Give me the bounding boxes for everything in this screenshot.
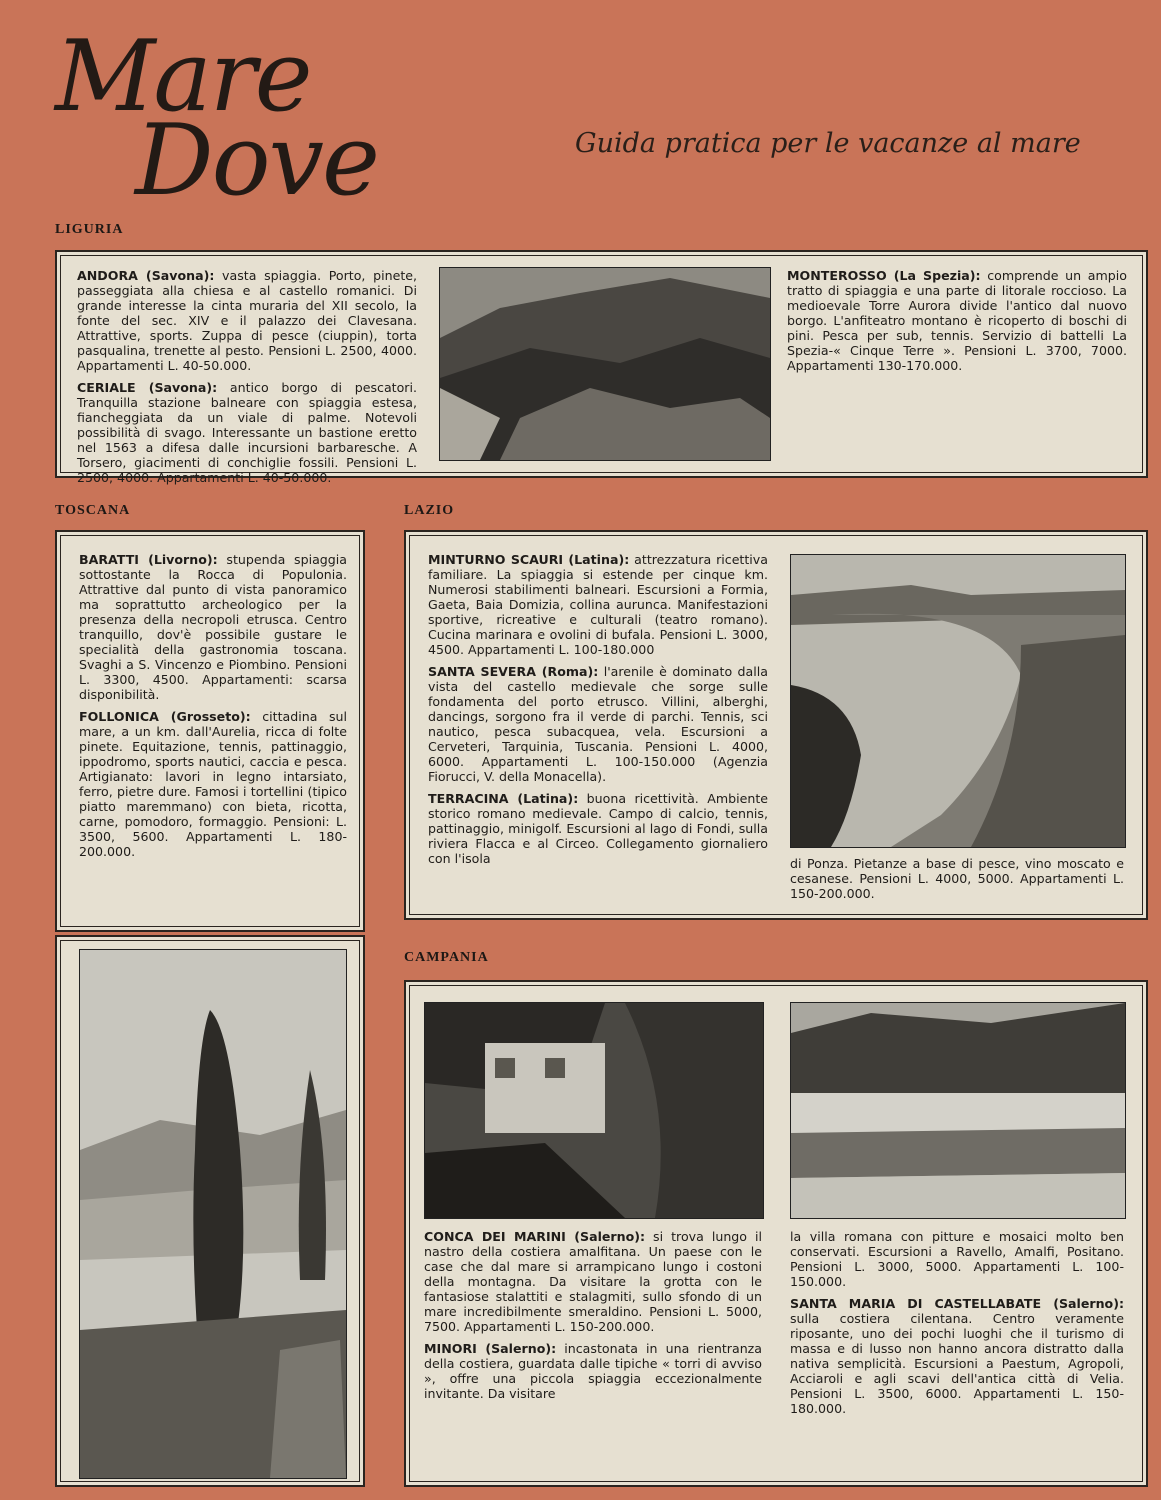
castellabate-name: SANTA MARIA DI CASTELLABATE (Salerno): <box>790 1296 1124 1311</box>
campania-photo-left <box>424 1002 764 1219</box>
andora-text: vasta spiaggia. Porto, pinete, passeggiata alla chiesa e al castello romanici. Di grande interesse la cinta muraria del XII secolo, la fonte del sec. XIV e il palazzo dei Clavesana. Attrattive, sports. Zuppa di pesce (ciuppin), torta pasqualina, trenette al pesto. Pensioni L. 2500, 4000. Appartamenti L. 40-50.000. <box>77 268 418 373</box>
follonica-name: FOLLONICA (Grosseto): <box>79 709 251 724</box>
terracina-name: TERRACINA (Latina): <box>428 791 579 806</box>
toscana-photo <box>79 949 347 1479</box>
severa-text: l'arenile è dominato dalla vista del castello medievale che sorge sulle fondamenta del porto etrusco. Villini, alberghi, dancings, sorgono fra il verde di parchi. Tennis, sci nautico, pesca subacquea, vela. Escursioni a Cerveteri, Tarquinia, Tuscania. Pensioni L. 4000, 6000. Appartamenti L. 100-150.000 (Agenzia Fiorucci, V. della Monacella). <box>428 664 768 784</box>
conca-text: si trova lungo il nastro della costiera amalfitana. Un paese con le case che dal mare si arrampicano lungo i costoni della montagna. Da visitare la grotta con le fantasiose stalattiti e stalagmiti, sullo sfondo di un mare incredibilmente smeraldino. Pensioni L. 5000, 7500. Appartamenti L. 150-200.000. <box>424 1229 762 1334</box>
minori-name: MINORI (Salerno): <box>424 1341 557 1356</box>
lazio-text-right <box>790 856 1124 908</box>
campania-text-left <box>424 1229 762 1408</box>
campania-box <box>404 980 1148 1487</box>
follonica-text: cittadina sul mare, a un km. dall'Aurelia, ricca di folte pinete. Equitazione, tennis, pattinaggio, ippodromo, sports nautici, caccia e pesca. Artigianato: lavori in legno intarsiato, ferro, pietre dure. Famosi i tortellini (tipico piatto maremmano) con bieta, ricotta, carne, pomodoro, formaggio. Pensioni: L. 3500, 5600. Appartamenti L. 180-200.000. <box>79 709 348 859</box>
region-campania: CAMPANIA <box>404 950 489 965</box>
ceriale-name: CERIALE (Savona): <box>77 380 218 395</box>
toscana-text <box>79 552 347 866</box>
terracina-text: buona ricettività. Ambiente storico romano medievale. Campo di calcio, tennis, pattinaggio, minigolf. Escursioni al lago di Fondi, sulla riviera Flacca e al Circeo. Collegamento giornaliero con l'isola <box>428 791 769 866</box>
baratti-text: stupenda spiaggia sottostante la Rocca di Populonia. Attrattive dal punto di vista panoramico ma soprattutto archeologico per la presenza della necropoli etrusca. Centro tranquillo, dov'è possibile gustare le specialità della gastronomia toscana. Svaghi a S. Vincenzo e Piombino. Pensioni L. 3300, 4500. Appartamenti: scarsa disponibilità. <box>79 552 347 702</box>
campania-photo-right <box>790 1002 1126 1219</box>
logo-dove: Dove <box>135 104 378 218</box>
andora-name: ANDORA (Savona): <box>77 268 215 283</box>
minturno-name: MINTURNO SCAURI (Latina): <box>428 552 630 567</box>
liguria-text-right <box>787 268 1127 380</box>
terracina-cont: di Ponza. Pietanze a base di pesce, vino moscato e cesanese. Pensioni L. 4000, 5000. Appartamenti L. 150-200.000. <box>790 856 1124 901</box>
conca-name: CONCA DEI MARINI (Salerno): <box>424 1229 646 1244</box>
minori-text: incastonata in una rientranza della costiera, guardata dalle tipiche « torri di avviso », offre una piccola spiaggia eccezionalmente invitante. Da visitare <box>424 1341 762 1401</box>
minturno-text: attrezzatura ricettiva familiare. La spiaggia si estende per cinque km. Numerosi stabilimenti balneari. Escursioni a Formia, Gaeta, Baia Domizia, collina aurunca. Manifestazioni sportive, ricreative e culturali (teatro romano). Cucina marinara e ovolini di bufala. Pensioni L. 3000, 4500. Appartamenti L. 100-180.000 <box>428 552 768 657</box>
monterosso-text: comprende un ampio tratto di spiaggia e una parte di litorale roccioso. La medioevale Torre Aurora divide l'antico dal nuovo borgo. L'anfiteatro montano è ricoperto di boschi di pini. Pesca per sub, tennis. Servizio di battelli La Spezia-« Cinque Terre ». Pensioni L. 3700, 7000. Appartamenti 130-170.000. <box>787 268 1127 373</box>
lazio-text-left <box>428 552 768 873</box>
toscana-photo-box <box>55 935 365 1487</box>
lazio-photo <box>790 554 1126 848</box>
baratti-name: BARATTI (Livorno): <box>79 552 218 567</box>
region-toscana: TOSCANA <box>55 503 131 518</box>
logo-mare: Mare <box>55 20 311 134</box>
castellabate-text: sulla costiera cilentana. Centro veramente riposante, uno dei pochi luoghi che il turismo di massa e di lusso non hanno ancora distratto dalla nativa semplicità. Escursioni a Paestum, Agropoli, Acciaroli e agli scavi dell'antica città di Velia. Pensioni L. 3500, 6000. Appartamenti L. 150-180.000. <box>790 1311 1124 1416</box>
region-liguria: LIGURIA <box>55 222 124 237</box>
severa-name: SANTA SEVERA (Roma): <box>428 664 599 679</box>
region-lazio: LAZIO <box>404 503 455 518</box>
toscana-box <box>55 530 365 932</box>
monterosso-name: MONTEROSSO (La Spezia): <box>787 268 981 283</box>
liguria-photo <box>439 267 771 461</box>
minori-cont: la villa romana con pitture e mosaici molto ben conservati. Escursioni a Ravello, Amalfi, Positano. Pensioni L. 3000, 5000. Appartamenti L. 100-150.000. <box>790 1229 1124 1289</box>
liguria-text-left <box>77 268 417 492</box>
lazio-box <box>404 530 1148 920</box>
liguria-box <box>55 250 1148 485</box>
tagline: Guida pratica per le vacanze al mare <box>575 128 1081 159</box>
campania-text-right <box>790 1229 1124 1423</box>
ceriale-text: antico borgo di pescatori. Tranquilla stazione balneare con spiaggia estesa, fiancheggiata da un viale di palme. Notevoli possibilità di svago. Interessante un bastione eretto nel 1563 a difesa dalle incursioni barbaresche. A Torsero, giacimenti di conchiglie fossili. Pensioni L. 2500, 4000. Appartamenti L. 40-50.000. <box>77 380 417 485</box>
